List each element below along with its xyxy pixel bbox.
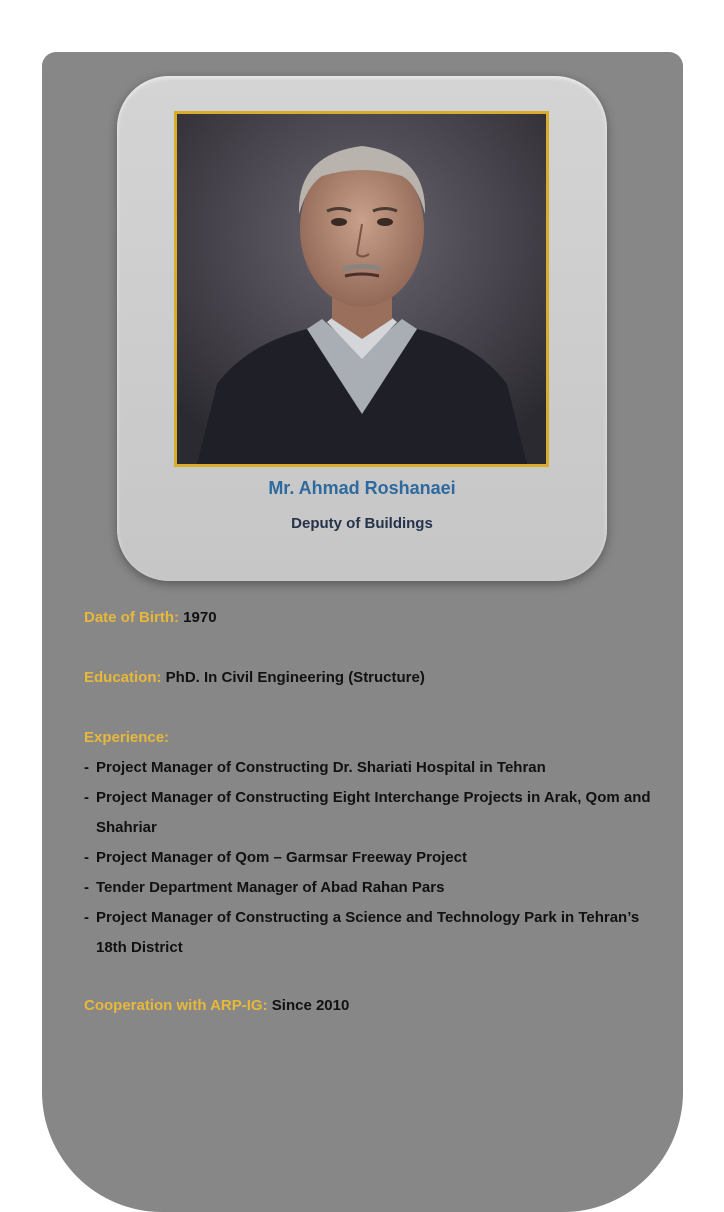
education-row	[84, 669, 425, 686]
person-title: Deputy of Buildings	[291, 515, 433, 532]
experience-text: Project Manager of Constructing Eight Interchange Projects in Arak, Qom and Shahriar	[96, 789, 651, 836]
experience-item	[84, 873, 664, 903]
education-label: Education:	[84, 669, 162, 686]
experience-heading	[84, 729, 169, 746]
portrait-image	[177, 114, 546, 464]
experience-item	[84, 903, 664, 963]
cooperation-value: Since 2010	[271, 997, 350, 1014]
bullet-dash: -	[84, 879, 89, 896]
dob-label: Date of Birth:	[84, 609, 179, 626]
bullet-dash: -	[84, 789, 89, 806]
bullet-dash: -	[84, 909, 89, 926]
education-value: PhD. In Civil Engineering (Structure)	[165, 669, 425, 686]
bullet-dash: -	[84, 759, 89, 776]
experience-text: Project Manager of Constructing a Science and Technology Park in Tehran’s 18th District	[96, 909, 640, 956]
bullet-dash: -	[84, 849, 89, 866]
profile-photo	[174, 111, 549, 467]
dob-value: 1970	[183, 609, 217, 626]
dob-row	[84, 609, 217, 626]
experience-item	[84, 843, 664, 873]
experience-item	[84, 783, 664, 843]
person-name: Mr. Ahmad Roshanaei	[268, 478, 456, 498]
cooperation-label: Cooperation with ARP-IG:	[84, 997, 268, 1014]
experience-text: Tender Department Manager of Abad Rahan Pars	[96, 879, 445, 896]
experience-label: Experience:	[84, 729, 170, 746]
experience-item	[84, 753, 664, 783]
experience-text: Project Manager of Constructing Dr. Shariati Hospital in Tehran	[96, 759, 546, 776]
experience-text: Project Manager of Qom – Garmsar Freeway Project	[96, 849, 467, 866]
cooperation-row	[84, 997, 349, 1014]
